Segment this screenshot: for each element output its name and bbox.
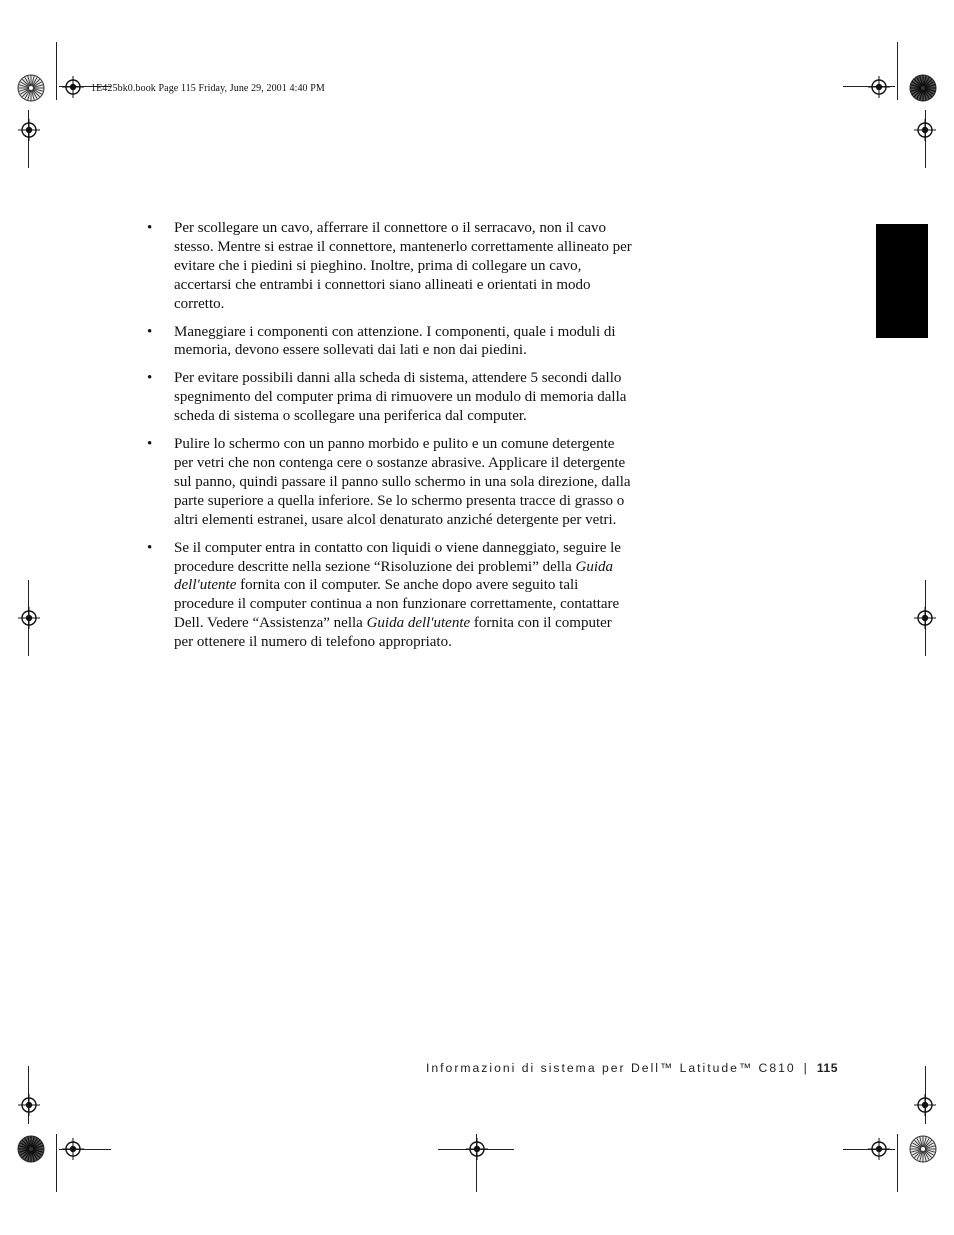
- crop-line: [897, 1134, 898, 1192]
- registration-target-icon: [914, 119, 936, 141]
- print-slug: 1E425bk0.book Page 115 Friday, June 29, 2001 4:40 PM: [91, 83, 325, 94]
- list-item: [146, 219, 632, 314]
- page-number: 115: [816, 1061, 838, 1075]
- text-run: Se il computer entra in contatto con liquidi o viene danneggiato, seguire le procedure descritte nella sezione “Risoluzione dei problemi” della: [174, 539, 621, 575]
- registration-target-icon: [868, 1138, 890, 1160]
- starburst-dark-icon: [909, 74, 937, 102]
- list-item: [146, 323, 632, 361]
- starburst-light-icon: [17, 74, 45, 102]
- main-content: [146, 219, 632, 661]
- list-item-text: Per evitare possibili danni alla scheda di sistema, attendere 5 secondi dallo spegnimento del computer prima di rimuovere un modulo di memoria dalla scheda di sistema o scollegare una periferica dal computer.: [174, 370, 627, 425]
- registration-target-icon: [914, 607, 936, 629]
- guide-title: Guida dell'utente: [174, 558, 614, 594]
- bullet-icon: •: [147, 370, 153, 387]
- footer-title: Informazioni di sistema per Dell™ Latitude™ C810: [425, 1061, 796, 1075]
- registration-target-icon: [62, 76, 84, 98]
- bullet-icon: •: [147, 220, 153, 236]
- starburst-dark-icon: [17, 1135, 45, 1163]
- page-footer: [426, 1061, 838, 1075]
- crop-line: [56, 42, 57, 100]
- starburst-light-icon: [909, 1135, 937, 1163]
- crop-line: [56, 1134, 57, 1192]
- list-item-text: Maneggiare i componenti con attenzione. I componenti, quale i moduli di memoria, devono essere sollevati dai lati e non dai piedini.: [174, 323, 616, 359]
- registration-target-icon: [466, 1138, 488, 1160]
- list-item-text: Pulire lo schermo con un panno morbido e pulito e un comune detergente per vetri che non contenga cere o sostanze abrasive. Applicare il detergente sul panno, quindi passare il panno sullo schermo in una sola direzione, dalla parte superiore a quella inferiore. Se lo schermo presenta tracce di grasso o altri elementi estranei, usare alcol denaturato anziché detergente per vetri.: [174, 436, 631, 528]
- registration-target-icon: [18, 119, 40, 141]
- registration-target-icon: [18, 607, 40, 629]
- registration-target-icon: [914, 1094, 936, 1116]
- guide-title: Guida dell'utente: [366, 615, 471, 632]
- list-item-text: [174, 540, 621, 651]
- text-run: fornita con il computer. Se anche dopo avere seguito tali procedure il computer continua a non funzionare correttamente, contattare Dell. Vedere “Assistenza” nella: [174, 577, 620, 632]
- footer-separator: |: [803, 1061, 807, 1075]
- crop-line: [897, 42, 898, 100]
- bullet-icon: •: [147, 323, 153, 340]
- registration-target-icon: [868, 76, 890, 98]
- list-item-text: Per scollegare un cavo, afferrare il connettore o il serracavo, non il cavo stesso. Mentre si estrae il connettore, mantenerlo correttamente allineato per evitare che i piedini si pieghino. Inoltre, prima di collegare un cavo, accertarsi che entrambi i connettori siano allineati e orientati in modo corretto.: [174, 220, 632, 312]
- section-thumb-tab: [876, 224, 928, 338]
- bullet-list: [146, 219, 632, 652]
- registration-target-icon: [62, 1138, 84, 1160]
- bullet-icon: •: [147, 539, 153, 556]
- text-run: fornita con il computer per ottenere il numero di telefono appropriato.: [174, 615, 612, 651]
- list-item: [146, 539, 632, 652]
- registration-target-icon: [18, 1094, 40, 1116]
- bullet-icon: •: [147, 436, 153, 453]
- list-item: [146, 435, 632, 530]
- list-item: [146, 369, 632, 426]
